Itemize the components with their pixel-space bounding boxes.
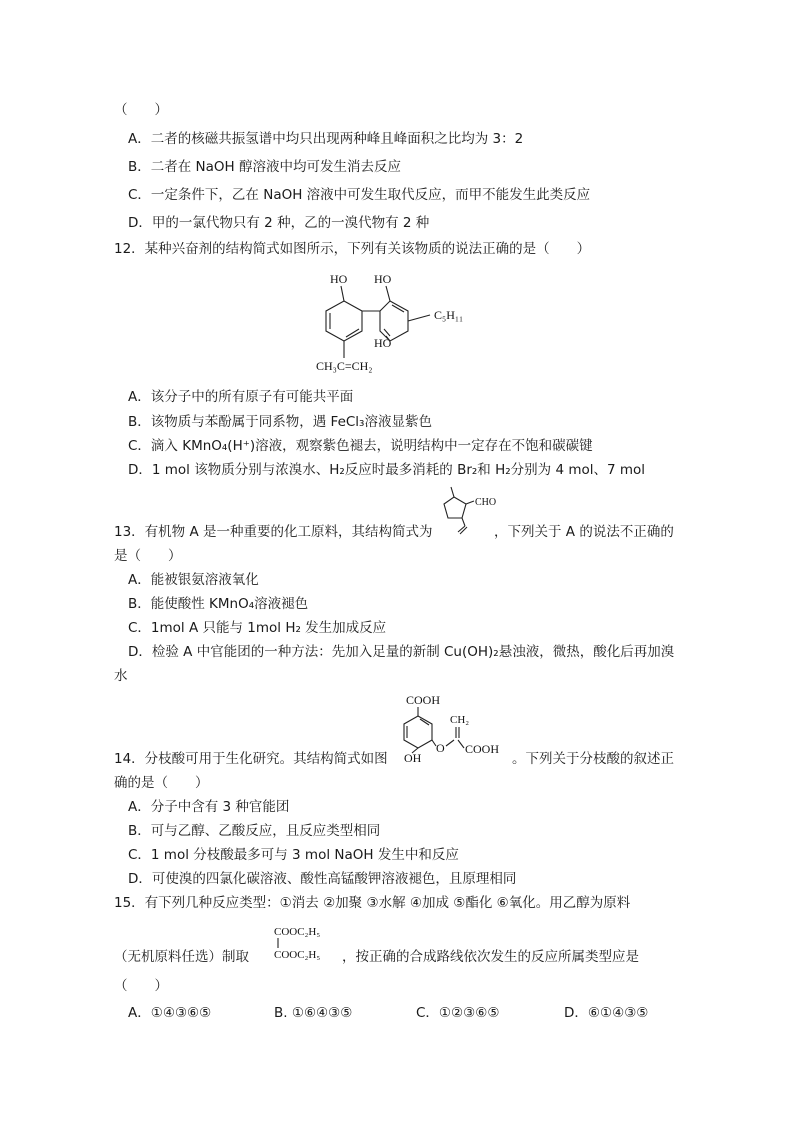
q15-stem-line2-part1: （无机原料任选）制取 — [114, 949, 249, 965]
q15-option-b: B. ①⑥④③⑤ — [274, 1005, 353, 1021]
q14-option-c: C．1 mol 分枝酸最多可与 3 mol NaOH 发生中和反应 — [128, 847, 459, 863]
q13-stem-part2: ，下列关于 A 的说法不正确的 — [494, 524, 674, 540]
q15-diethyl-oxalate-structure — [270, 920, 350, 966]
q12-option-c: C．滴入 KMnO₄(H⁺)溶液，观察紫色褪去，说明结构中一定存在不饱和碳碳键 — [128, 438, 593, 454]
q13-option-d-line1: D．检验 A 中官能团的一种方法：先加入足量的新制 Cu(OH)₂悬浊液，微热，酸化后再加溴 — [128, 644, 675, 660]
q11-answer-paren: （ ） — [114, 102, 168, 118]
q15-option-d: D．⑥①④③⑤ — [564, 1005, 649, 1021]
q13-option-c: C．1mol A 只能与 1mol H₂ 发生加成反应 — [128, 620, 387, 636]
q13-option-d-line2: 水 — [114, 668, 128, 684]
q14-ether-o-label: O — [436, 741, 445, 755]
q12-stem: 12．某种兴奋剂的结构简式如图所示，下列有关该物质的说法正确的是（ ） — [114, 241, 591, 257]
q12-option-d: D．1 mol 该物质分别与浓溴水、H₂反应时最多消耗的 Br₂和 H₂分别为 4 mol、7 mol — [128, 462, 646, 478]
q15-stem-line2-part2: ，按正确的合成路线依次发生的反应所属类型应是 — [342, 949, 639, 965]
q15-ester-top-label: COOC₂H₅ — [274, 926, 321, 938]
q15-option-c: C．①②③⑥⑤ — [416, 1005, 500, 1021]
q12-oh-top: HO — [374, 272, 392, 286]
q11-option-c: C．一定条件下，乙在 NaOH 溶液中可发生取代反应，而甲不能发生此类反应 — [128, 187, 591, 203]
q13-stem-part1: 13．有机物 A 是一种重要的化工原料，其结构简式为 — [114, 524, 433, 540]
q12-left-ring — [326, 301, 362, 341]
q15-answer-paren: （ ） — [114, 978, 168, 994]
q12-option-a: A．该分子中的所有原子有可能共平面 — [128, 389, 354, 405]
q15-stem: 15．有下列几种反应类型：①消去 ②加聚 ③水解 ④加成 ⑤酯化 ⑥氧化。用乙醇为原料 — [114, 895, 631, 911]
q11-option-b: B．二者在 NaOH 醇溶液中均可发生消去反应 — [128, 159, 401, 175]
q13-stem-part3: 是（ ） — [114, 548, 182, 564]
q11-option-d: D．甲的一氯代物只有 2 种，乙的一溴代物有 2 种 — [128, 215, 430, 231]
q11-option-a: A．二者的核磁共振氢谱中均只出现两种峰且峰面积之比均为 3：2 — [128, 131, 524, 147]
q14-option-d: D．可使溴的四氯化碳溶液、酸性高锰酸钾溶液褪色，且原理相同 — [128, 871, 517, 887]
q15-ester-bottom-label: COOC₂H₅ — [274, 949, 321, 961]
q13-option-b: B．能使酸性 KMnO₄溶液褪色 — [128, 596, 309, 612]
q14-ch2-label: CH₂ — [450, 714, 470, 726]
q12-option-b: B．该物质与苯酚属于同系物，遇 FeCl₃溶液显紫色 — [128, 414, 432, 430]
q12-right-ring — [380, 301, 408, 341]
q14-stem-part2: 。下列关于分枝酸的叙述正 — [512, 751, 674, 767]
q14-cooh-top-label: COOH — [406, 693, 441, 707]
q12-oh-left: HO — [330, 272, 348, 286]
q14-oh-label: OH — [404, 751, 422, 765]
q13-cho-label: CHO — [475, 497, 497, 508]
q12-oh-bottom: HO — [374, 336, 392, 350]
q13-option-a: A．能被银氨溶液氧化 — [128, 572, 259, 588]
q14-cooh-right-label: COOH — [465, 742, 500, 756]
q14-structure-diagram — [398, 690, 516, 768]
q14-ring — [404, 716, 432, 748]
q14-stem-part3: 确的是（ ） — [114, 775, 209, 791]
q13-cyclopentane-ring — [444, 497, 466, 518]
q15-option-a: A．①④③⑥⑤ — [128, 1005, 212, 1021]
q14-option-b: B．可与乙醇、乙酸反应，且反应类型相同 — [128, 823, 381, 839]
q14-option-a: A．分子中含有 3 种官能团 — [128, 799, 290, 815]
q12-vinyl-label: CH₃C=CH₂ — [316, 359, 373, 373]
q12-c5h11-label: C₅H₁₁ — [434, 308, 464, 322]
q14-stem-part1: 14．分枝酸可用于生化研究。其结构简式如图 — [114, 751, 388, 767]
q12-structure-diagram — [310, 266, 490, 378]
